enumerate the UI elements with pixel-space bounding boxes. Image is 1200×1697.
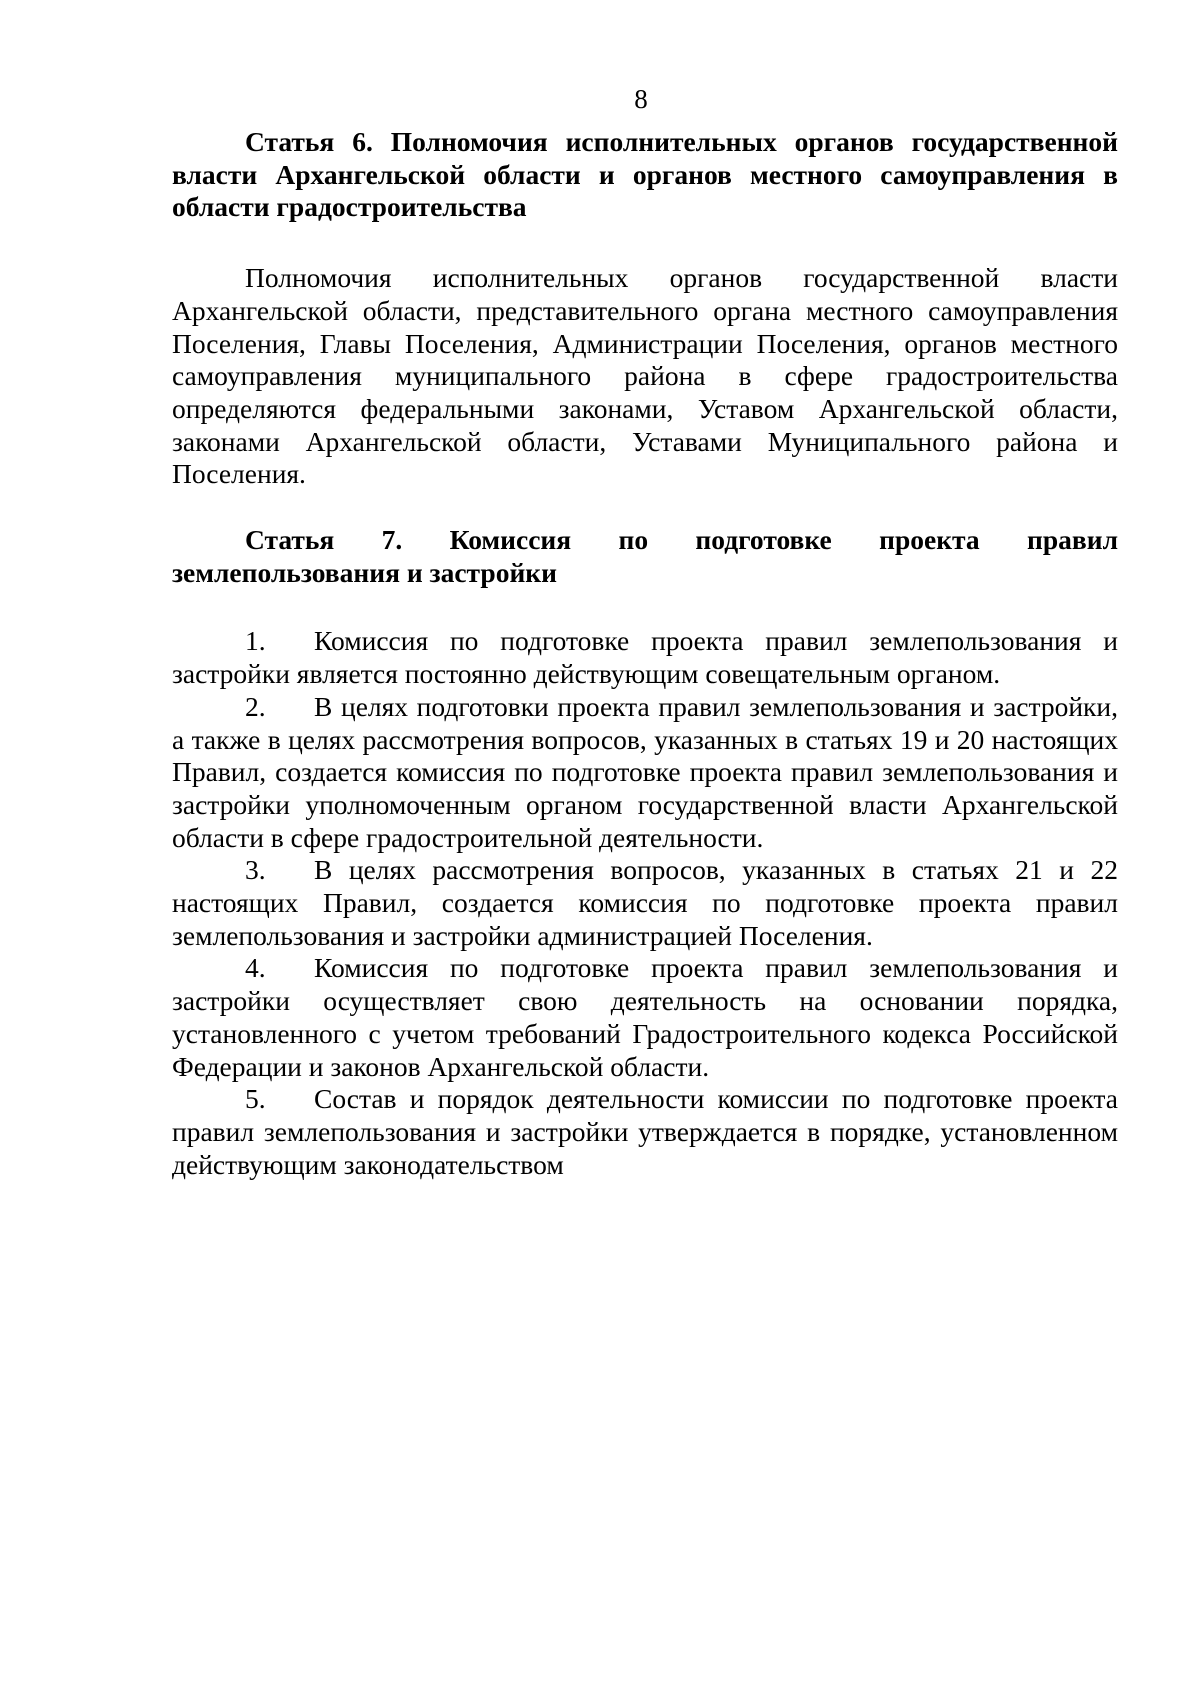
item-text: Комиссия по подготовке проекта правил землепользования и застройки осуществляет свою деятельность на основании порядка, установленного с учетом требований Градостроительного кодекса Российской Федерации и законов Архангельской области. (172, 952, 1118, 1082)
page-content (172, 126, 1118, 1181)
article-6-paragraph: Полномочия исполнительных органов государственной власти Архангельской области, представительного органа местного самоуправления Поселения, Главы Поселения, Администрации Поселения, органов местного самоуправления муниципального района в сфере градостроительства определяются федеральными законами, Уставом Архангельской области, законами Архангельской области, Уставами Муниципального района и Поселения. (172, 262, 1118, 490)
article-7-heading-line-1: Статья 7. Комиссия по подготовке проекта правил (245, 524, 1118, 556)
article-6-heading: Статья 6. Полномочия исполнительных органов государственной власти Архангельской области и органов местного самоуправления в области градостроительства (172, 126, 1118, 223)
article-7-item (172, 1083, 1118, 1181)
article-7-item (172, 952, 1118, 1083)
article-7-item (172, 625, 1118, 690)
item-text: Комиссия по подготовке проекта правил землепользования и застройки является постоянно действующим совещательным органом. (172, 625, 1118, 690)
article-7-heading-line-2: землепользования и застройки (172, 556, 557, 588)
page-number: 8 (634, 84, 648, 114)
item-text: В целях подготовки проекта правил землепользования и застройки, а также в целях рассмотрения вопросов, указанных в статьях 19 и 20 настоящих Правил, создается комиссия по подготовке проекта правил землепользования и застройки уполномоченным органом государственной власти Архангельской области в сфере градостроительной деятельности. (172, 690, 1118, 853)
item-number: 4. (245, 952, 266, 984)
item-text: В целях рассмотрения вопросов, указанных в статьях 21 и 22 настоящих Правил, создается комиссия по подготовке проекта правил землепользования и застройки администрацией Поселения. (172, 854, 1118, 951)
article-7-items (172, 625, 1118, 1181)
spacer (172, 224, 1118, 262)
item-number: 5. (245, 1083, 266, 1115)
article-7-item (172, 691, 1118, 855)
item-text: Состав и порядок деятельности комиссии по подготовке проекта правил землепользования и застройки утверждается в порядке, установленном действующим законодательством (172, 1083, 1118, 1180)
spacer (172, 589, 1118, 625)
spacer (172, 491, 1118, 524)
item-number: 3. (245, 854, 266, 886)
article-7-item (172, 854, 1118, 952)
item-number: 1. (245, 625, 266, 657)
article-7-heading (172, 524, 1118, 589)
item-number: 2. (245, 690, 266, 722)
